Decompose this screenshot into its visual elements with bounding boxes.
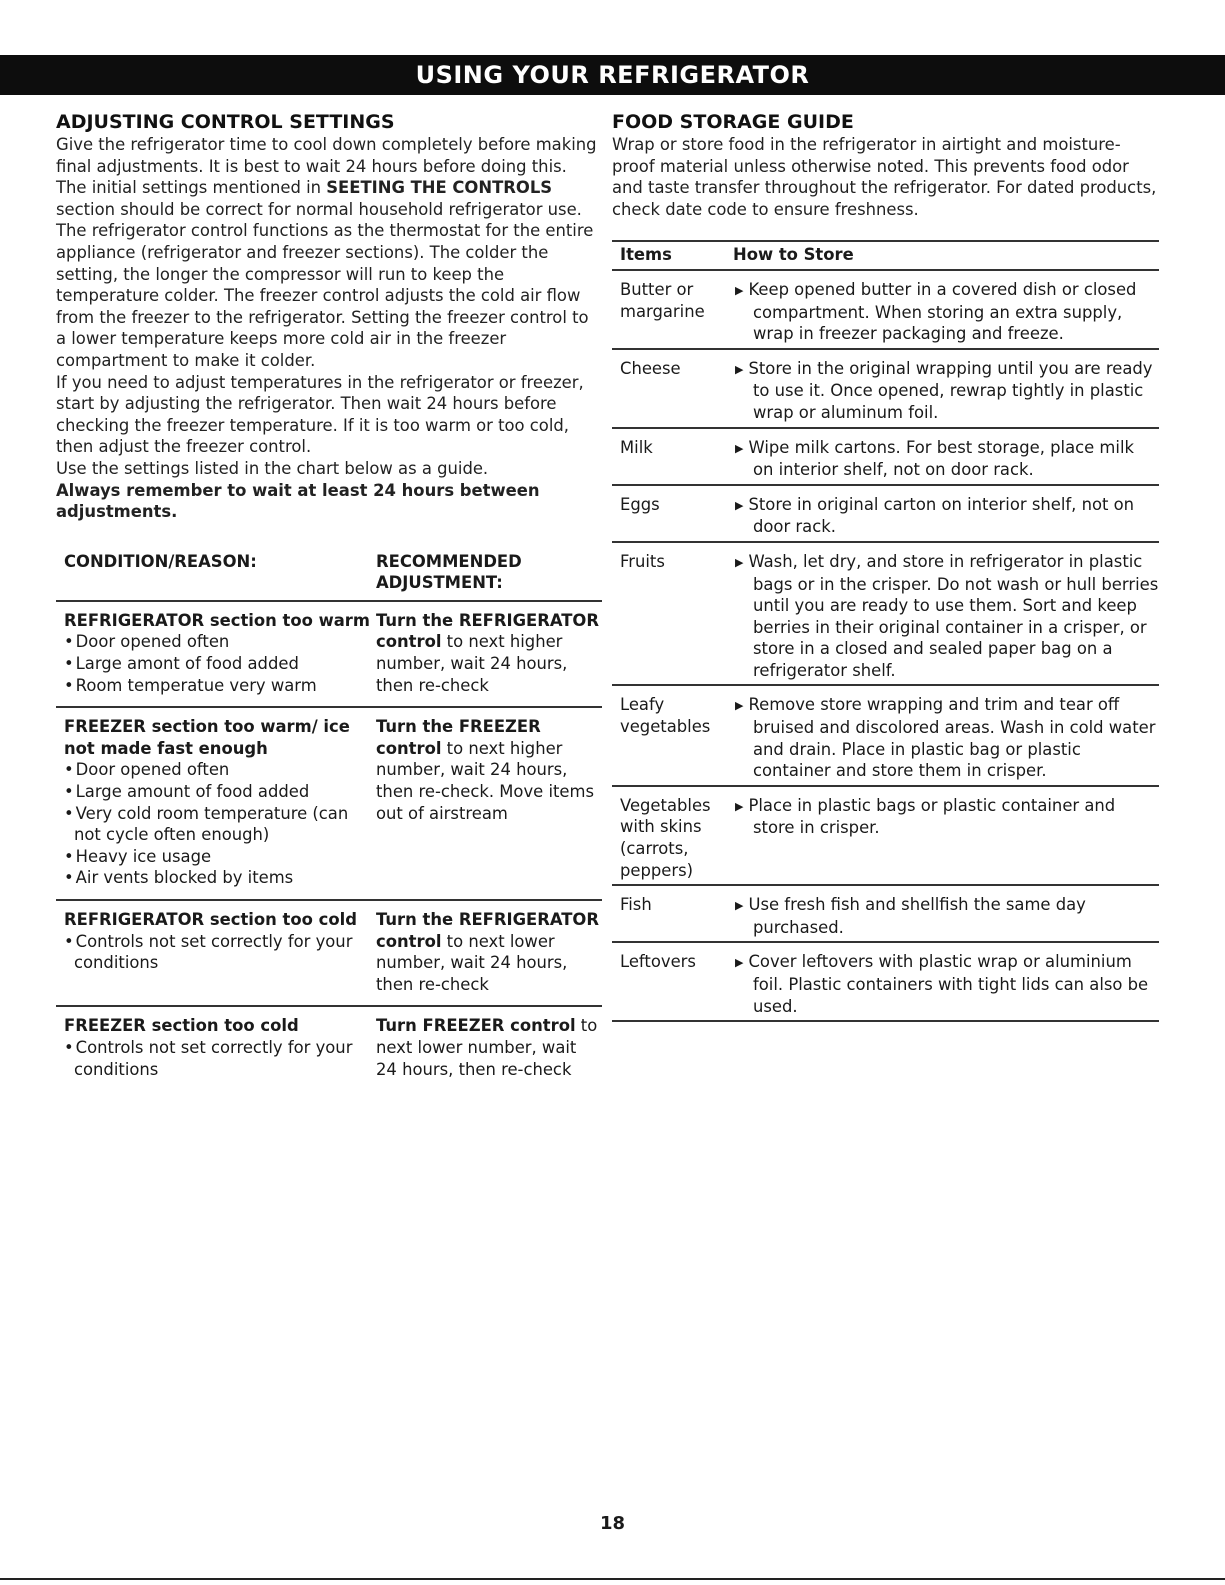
storage-text: Use fresh fish and shellfish the same day purchased. [748,895,1086,937]
food-item: Cheese [620,358,681,378]
adjustment-bold: Turn FREEZER control [376,1016,576,1036]
storage-text: Wash, let dry, and store in refrigerator in plastic bags or in the crisper. Do not wash or hull berries until you are ready to use them. Sort and keep berries in their original container in a crisper, or store in a closed and sealed paper bag on a refrigerator shelf. [748,551,1159,680]
storage-text: Store in the original wrapping until you are ready to use it. Once opened, rewrap tightly in plastic wrap or aluminum foil. [748,358,1153,422]
section-heading: ADJUSTING CONTROL SETTINGS [56,111,395,133]
table-row [56,708,602,901]
section-heading: FOOD STORAGE GUIDE [612,111,854,133]
condition-cell [64,1015,376,1080]
header-bar [0,55,1225,95]
thermostat-paragraph: The refrigerator control functions as the thermostat for the entire appliance (refrigerator and freezer sections). The colder the setting, the longer the compressor will run to keep the temperature colder. The freezer control adjusts the cold air flow from the freezer to the refrigerator. Setting the freezer control to a lower temperature keeps more cold air in the freezer compartment to make it colder. [56,221,594,370]
storage-text: Cover leftovers with plastic wrap or aluminium foil. Plastic containers with tight lids can also be used. [748,952,1149,1016]
condition-header: CONDITION/REASON: [64,551,257,571]
table-row [612,886,1159,943]
condition-cell [64,610,376,696]
table-row [612,686,1159,786]
storage-instruction [733,437,1159,481]
storage-instruction [733,551,1159,682]
condition-cell [64,716,376,889]
storage-instruction [733,894,1159,938]
condition-cause: • Controls not set correctly for your conditions [64,1037,376,1080]
triangle-bullet-icon: ▶ [735,899,744,913]
triangle-bullet-icon: ▶ [735,283,744,297]
condition-cause: • Large amont of food added [64,653,376,675]
food-item: Leafy vegetables [620,695,711,737]
food-intro-paragraph: Wrap or store food in the refrigerator in airtight and moisture-proof material unless otherwise noted. This prevents food odor and taste transfer throughout the refrigerator. For dated products, check date code to ensure freshness. [612,135,1157,219]
condition-cause: • Door opened often [64,631,376,653]
condition-cause: • Room temperatue very warm [64,675,376,697]
condition-cause: • Heavy ice usage [64,846,376,868]
condition-cause: • Door opened often [64,759,376,781]
triangle-bullet-icon: ▶ [735,699,744,713]
reminder-paragraph: Always remember to wait at least 24 hours between adjustments. [56,480,540,522]
triangle-bullet-icon: ▶ [735,956,744,970]
food-table-body [612,271,1159,1022]
how-to-store-header: How to Store [733,245,854,265]
storage-instruction [733,358,1159,424]
food-item: Milk [620,437,653,457]
storage-text: Keep opened butter in a covered dish or closed compartment. When storing an extra supply, wrap in freezer packaging and freeze. [748,279,1137,344]
guide-paragraph: Use the settings listed in the chart below as a guide. [56,458,489,478]
storage-text: Remove store wrapping and trim and tear off bruised and discolored areas. Wash in cold water and drain. Place in plastic bag or plastic container and store them in crisper. [748,695,1156,781]
adjustment-bold: Turn the REFRIGERATOR control [376,910,599,951]
triangle-bullet-icon: ▶ [735,441,744,455]
recommended-header: RECOMMENDED ADJUSTMENT: [376,551,522,593]
intro-text-bold: SEETING THE CONTROLS [326,178,553,198]
adjustment-text: to next lower number, wait 24 hours, then re-check [376,1016,598,1079]
adjustment-bold: Turn the FREEZER control [376,717,541,758]
table-row [612,429,1159,486]
adjustment-bold: Turn the REFRIGERATOR control [376,610,599,652]
table-row [612,543,1159,687]
table-row [56,602,602,708]
adjustment-cell [376,610,602,696]
storage-text: Place in plastic bags or plastic container and store in crisper. [748,795,1116,838]
bottom-rule [0,1578,1225,1580]
storage-instruction [733,494,1159,538]
adjustment-text: to next higher number, wait 24 hours, then re-check. Move items out of airstream [376,738,595,823]
condition-cause: • Air vents blocked by items [64,867,376,889]
food-storage-section [612,110,1159,1022]
page-title: USING YOUR REFRIGERATOR [415,61,810,89]
triangle-bullet-icon: ▶ [735,498,744,512]
condition-title: REFRIGERATOR section too cold [64,910,357,929]
intro-text-pre: Give the refrigerator time to cool down completely before making final adjustments. It is best to wait 24 hours before doing this. The initial settings mentioned in [56,135,597,198]
adjustment-text: to next higher number, wait 24 hours, then re-check [376,632,568,695]
adjust-paragraph: If you need to adjust temperatures in the refrigerator or freezer, start by adjusting the refrigerator. Then wait 24 hours before checking the freezer temperature. If it is too warm or too cold, then adjust the freezer control. [56,372,584,457]
items-header: Items [620,245,672,265]
triangle-bullet-icon: ▶ [735,362,744,376]
table-row [612,486,1159,543]
storage-instruction [733,279,1159,345]
food-table-header [612,240,1159,271]
adjustment-table-body [56,602,602,1090]
intro-paragraph [56,134,602,220]
condition-title: FREEZER section too warm/ ice not made fast enough [64,717,350,758]
food-item: Eggs [620,494,660,514]
storage-instruction [733,795,1159,881]
food-item: Vegetables with skins (carrots, peppers) [620,795,711,880]
adjustment-cell [376,909,602,995]
adjustment-text: to next lower number, wait 24 hours, then re-check [376,931,568,994]
food-item: Fish [620,895,652,915]
triangle-bullet-icon: ▶ [735,799,744,813]
condition-title: FREEZER section too cold [64,1016,299,1036]
triangle-bullet-icon: ▶ [735,555,744,569]
condition-cell [64,909,376,995]
storage-text: Store in original carton on interior shelf, not on door rack. [748,494,1135,537]
storage-text: Wipe milk cartons. For best storage, place milk on interior shelf, not on door rack. [748,437,1134,480]
table-row [56,901,602,1007]
food-item: Butter or margarine [620,279,705,321]
table-row [612,350,1159,429]
page-number: 18 [599,1513,626,1534]
food-item: Leftovers [620,952,696,972]
table-row [612,271,1159,350]
adjusting-controls-section [56,110,602,1090]
condition-cause: • Very cold room temperature (can not cycle often enough) [64,803,376,846]
food-item: Fruits [620,551,665,571]
condition-title: REFRIGERATOR section too warm [64,610,370,630]
adjustment-cell [376,716,602,889]
table-row [56,1007,602,1090]
table-row [612,943,1159,1022]
food-storage-table [612,240,1159,1022]
adjustment-cell [376,1015,602,1080]
adjustment-table-header [56,551,602,602]
storage-instruction [733,951,1159,1017]
condition-cause: • Controls not set correctly for your conditions [64,931,376,974]
intro-text-post: section should be correct for normal household refrigerator use. [56,199,582,219]
storage-instruction [733,694,1159,781]
condition-cause: • Large amount of food added [64,781,376,803]
table-row [612,787,1159,886]
